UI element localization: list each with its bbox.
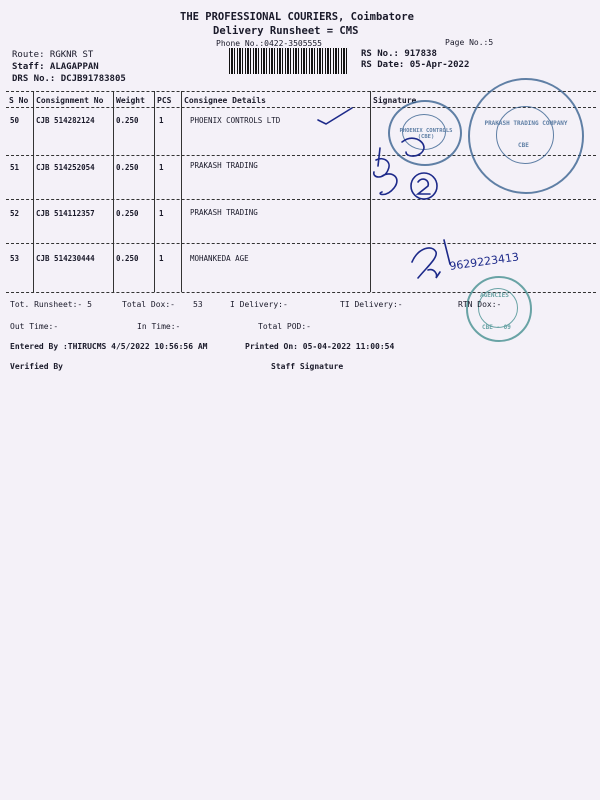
- out-time: Out Time:-: [10, 322, 59, 331]
- phoenix-stamp: PHOENIX CONTROLS (CBE): [388, 100, 462, 166]
- circle-mark-icon: [411, 173, 437, 199]
- row-consignee: MOHANKEDA AGE: [190, 254, 249, 263]
- signature-scribble: [402, 138, 424, 156]
- prakash-stamp: PRAKASH TRADING COMPANY CBE: [468, 78, 584, 194]
- row-pcs: 1: [159, 116, 164, 125]
- total-dox-value: 53: [193, 300, 203, 309]
- total-pod: Total POD:-: [258, 322, 311, 331]
- header-signature: Signature: [373, 96, 417, 105]
- staff: Staff: ALAGAPPAN: [12, 62, 99, 72]
- tick-mark-icon: [318, 108, 352, 124]
- handwritten-phone: 9629223413: [448, 250, 520, 273]
- row-consignee: PRAKASH TRADING: [190, 208, 258, 217]
- rs-number: RS No.: 917838: [361, 49, 437, 59]
- page-number: Page No.:5: [445, 38, 494, 47]
- in-time: In Time:-: [137, 322, 181, 331]
- header-weight: Weight: [116, 96, 145, 105]
- signature-scribble: [412, 240, 450, 278]
- row-consignee: PHOENIX CONTROLS LTD: [190, 116, 281, 125]
- printed-on: Printed On: 05-04-2022 11:00:54: [245, 342, 395, 351]
- route: Route: RGKNR ST: [12, 50, 94, 60]
- runsheet-title: Delivery Runsheet = CMS: [213, 25, 359, 37]
- row-pcs: 1: [159, 163, 164, 172]
- total-dox-label: Total Dox:-: [122, 300, 175, 309]
- total-runsheet: Tot. Runsheet:- 5: [10, 300, 92, 309]
- entered-by: Entered By :THIRUCMS 4/5/2022 10:56:56 AM: [10, 342, 208, 351]
- row-consignment: CJB 514112357: [36, 209, 95, 218]
- row-consignee: PRAKASH TRADING: [190, 161, 258, 170]
- row-consignment: CJB 514230444: [36, 254, 95, 263]
- row-sno: 53: [10, 254, 20, 263]
- row-weight: 0.250: [116, 116, 139, 125]
- row-sno: 50: [10, 116, 20, 125]
- row-sno: 51: [10, 163, 20, 172]
- row-sno: 52: [10, 209, 20, 218]
- verified-by: Verified By: [10, 362, 63, 371]
- row-consignment: CJB 514282124: [36, 116, 95, 125]
- row-weight: 0.250: [116, 163, 139, 172]
- row-weight: 0.250: [116, 209, 139, 218]
- staff-signature: Staff Signature: [271, 362, 344, 371]
- rtn-dox: RTN Dox:-: [458, 300, 502, 309]
- phone-number: Phone No.:0422-3505555: [216, 39, 322, 48]
- signature-scribble: [374, 148, 397, 195]
- agencies-stamp: AGENCIES CBE - 09: [466, 276, 532, 342]
- ti-delivery: TI Delivery:-: [340, 300, 403, 309]
- company-title: THE PROFESSIONAL COURIERS, Coimbatore: [180, 11, 414, 23]
- header-sno: S No: [9, 96, 29, 105]
- row-weight: 0.250: [116, 254, 139, 263]
- header-consignee: Consignee Details: [184, 96, 266, 105]
- i-delivery: I Delivery:-: [230, 300, 288, 309]
- row-pcs: 1: [159, 209, 164, 218]
- header-consignment: Consignment No: [36, 96, 104, 105]
- row-pcs: 1: [159, 254, 164, 263]
- header-pcs: PCS: [157, 96, 172, 105]
- row-consignment: CJB 514252054: [36, 163, 95, 172]
- rs-date: RS Date: 05-Apr-2022: [361, 60, 470, 70]
- drs-number: DRS No.: DCJB91783805: [12, 74, 126, 84]
